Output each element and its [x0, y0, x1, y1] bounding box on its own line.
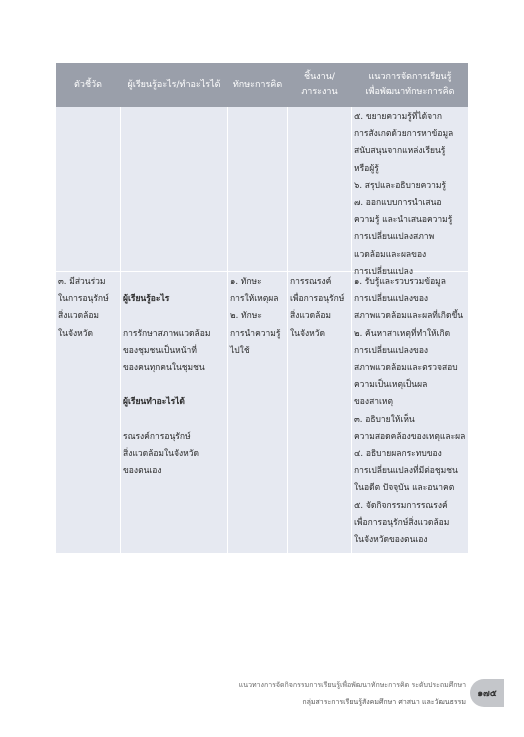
column-divider	[287, 107, 288, 553]
learn-text: การรักษาสภาพแวดล้อม ของชุมชนเป็นหน้าที่ ของคนทุกคนในชุมชน	[123, 328, 211, 374]
learn-heading: ผู้เรียนรู้อะไร	[123, 294, 170, 305]
footer-book-title: แนวทางการจัดกิจกรรมการเรียนรู้เพื่อพัฒนาทักษะการคิด ระดับประถมศึกษา	[238, 681, 466, 689]
column-divider	[227, 107, 228, 553]
header-indicator: ตัวชี้วัด	[74, 79, 102, 90]
table-header	[56, 63, 468, 107]
row1-approach: ๕. ขยายความรู้ที่ได้จาก การสังเกตด้วยการหาข้อมูล สนับสนุนจากแหล่งเรียนรู้ หรือผู้รู้ ๖. สรุปและอธิบายความรู้ ๗. ออกแบบการนำเสนอ ความรู้ และนำเสนอความรู้ การเปลี่ยนแปลงสภาพ แวดล้อมและผลของ การเปลี่ยนแปลง	[354, 112, 454, 277]
column-divider	[351, 107, 352, 553]
page-number: ๑๗๕	[470, 679, 504, 707]
row2-indicator: ๓. มีส่วนร่วม ในการอนุรักษ์ สิ่งแวดล้อม ในจังหวัด	[58, 277, 109, 339]
row2-work: การรณรงค์ เพื่อการอนุรักษ์ สิ่งแวดล้อม ในจังหวัด	[290, 277, 345, 339]
do-heading: ผู้เรียนทำอะไรได้	[123, 397, 185, 408]
header-approach: แนวการจัดการเรียนรู้ เพื่อพัฒนาทักษะการคิด	[365, 72, 455, 97]
footer-subject: กลุ่มสาระการเรียนรู้สังคมศึกษา ศาสนา และวัฒนธรรม	[302, 698, 466, 706]
header-thinking-skill: ทักษะการคิด	[232, 79, 283, 90]
header-work: ชิ้นงาน/ ภาระงาน	[301, 72, 338, 97]
row2-learning	[123, 274, 227, 498]
header-learning: ผู้เรียนรู้อะไร/ทำอะไรได้	[127, 79, 221, 90]
row2-skill: ๑. ทักษะ การให้เหตุผล ๒. ทักษะ การนำความรู้ ไปใช้	[230, 277, 281, 356]
do-text: รณรงค์การอนุรักษ์ สิ่งแวดล้อมในจังหวัด ของตนเอง	[123, 431, 200, 477]
row2-approach: ๑. รับรู้และรวบรวมข้อมูล การเปลี่ยนแปลงของ สภาพแวดล้อมและผลที่เกิดขึ้น ๒. ค้นหาสาเหตุที่ทำให้เกิด การเปลี่ยนแปลงของ สภาพแวดล้อมและตรวจสอบ ความเป็นเหตุเป็นผล ของสาเหตุ ๓. อธิบายให้เห็น ความสอดคล้องของเหตุและผล ๔. อธิบายผลกระทบของ การเปลี่ยนแปลงที่มีต่อชุมชน ในอดีต ปัจจุบัน และอนาคต ๕. จัดกิจกรรมการรณรงค์ เพื่อการอนุรักษ์สิ่งแวดล้อม ในจังหวัดของตนเอง	[354, 277, 466, 546]
column-divider	[120, 107, 121, 553]
